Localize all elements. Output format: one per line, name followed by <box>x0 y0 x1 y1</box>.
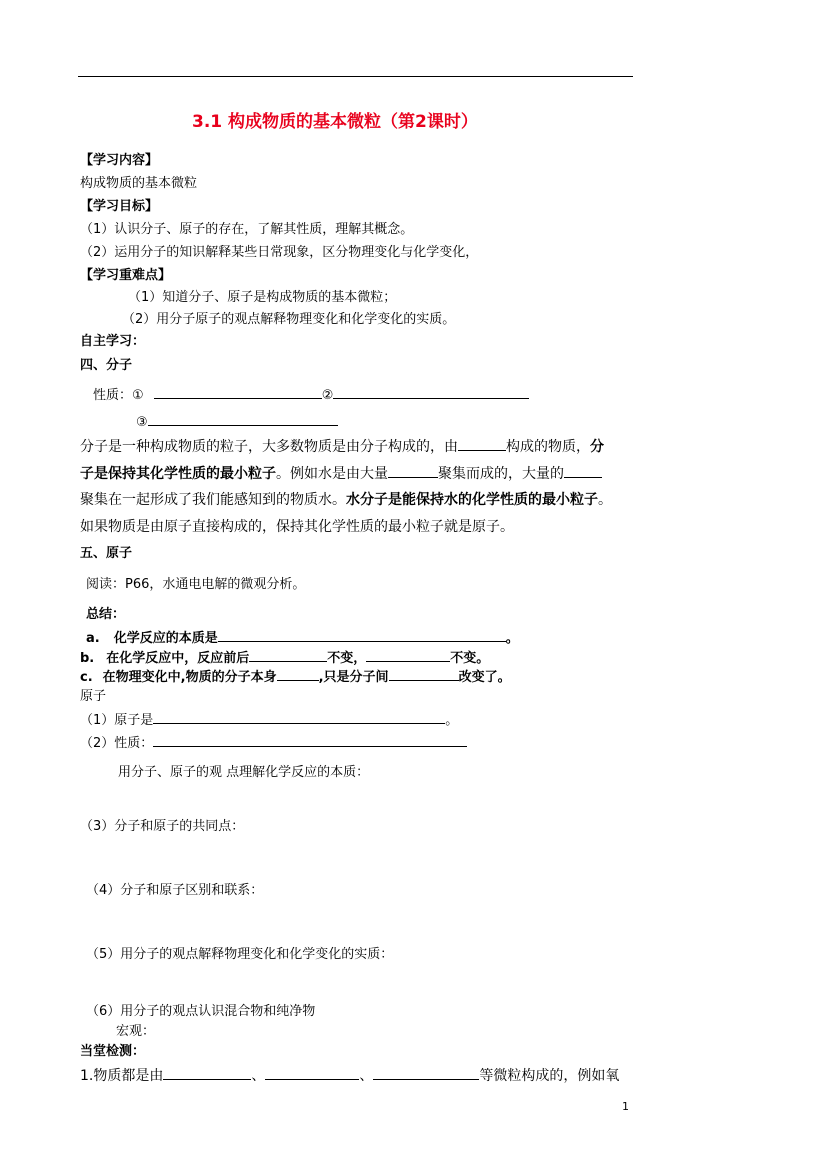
summary-b-text: 在化学反应中，反应前后 <box>106 651 250 666</box>
summary-b-mark: b. <box>80 651 95 666</box>
blank-test-1c[interactable] <box>373 1066 479 1080</box>
p3-end: 。 <box>598 492 612 508</box>
heading-content: 【学习内容】 <box>80 153 159 168</box>
heading-key-points: 【学习重难点】 <box>80 268 172 283</box>
key-point-1: （1）知道分子、原子是构成物质的基本微粒； <box>128 290 397 305</box>
check-label: 当堂检测： <box>80 1044 146 1059</box>
goal-2: （2）运用分子的知识解释某些日常现象，区分物理变化与化学变化， <box>80 245 479 260</box>
blank-test-1a[interactable] <box>163 1066 251 1080</box>
atom-definition <box>80 710 458 730</box>
blank-atom-property[interactable] <box>153 733 467 747</box>
summary-a <box>86 628 519 648</box>
page-title: 3.1 构成物质的基本微粒（第2课时） <box>192 112 478 132</box>
atom-label: 原子 <box>80 689 107 704</box>
p2-bold: 子是保持其化学性质的最小粒子 <box>80 466 276 482</box>
question-6: （6）用分子的观点认识混合物和纯净物 <box>86 1004 316 1019</box>
paragraph-line-1 <box>80 437 604 456</box>
question-3: （3）分子和原子的共同点： <box>80 819 245 834</box>
blank-p2b[interactable] <box>564 464 602 478</box>
test-1-text-end: 等微粒构成的，例如氧 <box>479 1068 620 1084</box>
summary-c-text: 在物理变化中,物质的分子本身 <box>102 670 277 685</box>
blank-summary-b2[interactable] <box>366 648 450 662</box>
p1-text: 分子是一种构成物质的粒子，大多数物质是由分子构成的，由 <box>80 439 458 455</box>
paragraph-line-4: 如果物质是由原子直接构成的，保持其化学性质的最小粒子就是原子。 <box>80 519 514 535</box>
property-3-mark: ③ <box>136 415 148 430</box>
blank-summary-b1[interactable] <box>249 648 327 662</box>
blank-test-1b[interactable] <box>265 1066 359 1080</box>
summary-label: 总结： <box>86 607 126 622</box>
summary-c-end: 改变了。 <box>458 670 511 685</box>
properties-line-1 <box>93 385 529 405</box>
p1-bold: 分 <box>590 439 604 455</box>
blank-summary-c1[interactable] <box>277 667 319 681</box>
summary-a-mark: a. <box>86 631 100 646</box>
summary-a-end: 。 <box>505 631 519 646</box>
blank-p2a[interactable] <box>388 464 438 478</box>
view-prompt: 用分子、原子的观 点理解化学反应的本质： <box>118 765 370 780</box>
summary-b-mid: 不变， <box>327 651 367 666</box>
p1-text-2: 构成的物质， <box>506 439 590 455</box>
summary-b <box>80 648 489 668</box>
atom-property-text: （2）性质： <box>80 736 154 751</box>
macro-label: 宏观： <box>116 1024 156 1039</box>
section-atom: 五、原子 <box>80 546 133 561</box>
content-text: 构成物质的基本微粒 <box>80 176 198 191</box>
section-molecule: 四、分子 <box>80 358 133 373</box>
atom-property <box>80 733 467 753</box>
p2-text: 。例如水是由大量 <box>276 466 388 482</box>
atom-definition-text: （1）原子是 <box>80 713 154 728</box>
test-1-sep-2: 、 <box>359 1068 374 1084</box>
test-question-1 <box>80 1066 619 1085</box>
question-4: （4）分子和原子区别和联系： <box>86 883 264 898</box>
paragraph-line-3 <box>80 491 612 509</box>
blank-summary-c2[interactable] <box>389 667 459 681</box>
blank-summary-a[interactable] <box>218 628 506 642</box>
test-1-text: 1.物质都是由 <box>80 1068 164 1084</box>
reading-note: 阅读：P66，水通电电解的微观分析。 <box>86 577 306 592</box>
self-study-label: 自主学习： <box>80 334 146 349</box>
summary-c-mid: ,只是分子间 <box>318 670 389 685</box>
header-rule <box>78 76 633 77</box>
goal-1: （1）认识分子、原子的存在，了解其性质，理解其概念。 <box>80 222 414 237</box>
paragraph-line-2 <box>80 464 602 483</box>
key-point-2: （2）用分子原子的观点解释物理变化和化学变化的实质。 <box>122 312 456 327</box>
heading-goals: 【学习目标】 <box>80 199 159 214</box>
summary-c-mark: c. <box>80 670 93 685</box>
properties-line-2 <box>136 412 338 432</box>
question-5: （5）用分子的观点解释物理变化和化学变化的实质： <box>86 947 394 962</box>
blank-property-2[interactable] <box>333 385 529 399</box>
summary-b-end: 不变。 <box>450 651 490 666</box>
blank-property-1[interactable] <box>154 385 322 399</box>
property-2-mark: ② <box>321 388 334 403</box>
p2-text-2: 聚集而成的，大量的 <box>438 466 564 482</box>
summary-a-text: 化学反应的本质是 <box>113 631 218 646</box>
p3-bold: 水分子是能保持水的化学性质的最小粒子 <box>346 492 598 508</box>
properties-label: 性质：① <box>93 388 144 403</box>
summary-c <box>80 667 511 687</box>
blank-p1[interactable] <box>458 437 506 451</box>
page-number: 1 <box>622 1100 629 1113</box>
test-1-sep-1: 、 <box>251 1068 266 1084</box>
blank-property-3[interactable] <box>148 412 338 426</box>
blank-atom-definition[interactable] <box>153 710 445 724</box>
atom-definition-end: 。 <box>445 713 459 728</box>
p3-text: 聚集在一起形成了我们能感知到的物质水。 <box>80 492 346 508</box>
